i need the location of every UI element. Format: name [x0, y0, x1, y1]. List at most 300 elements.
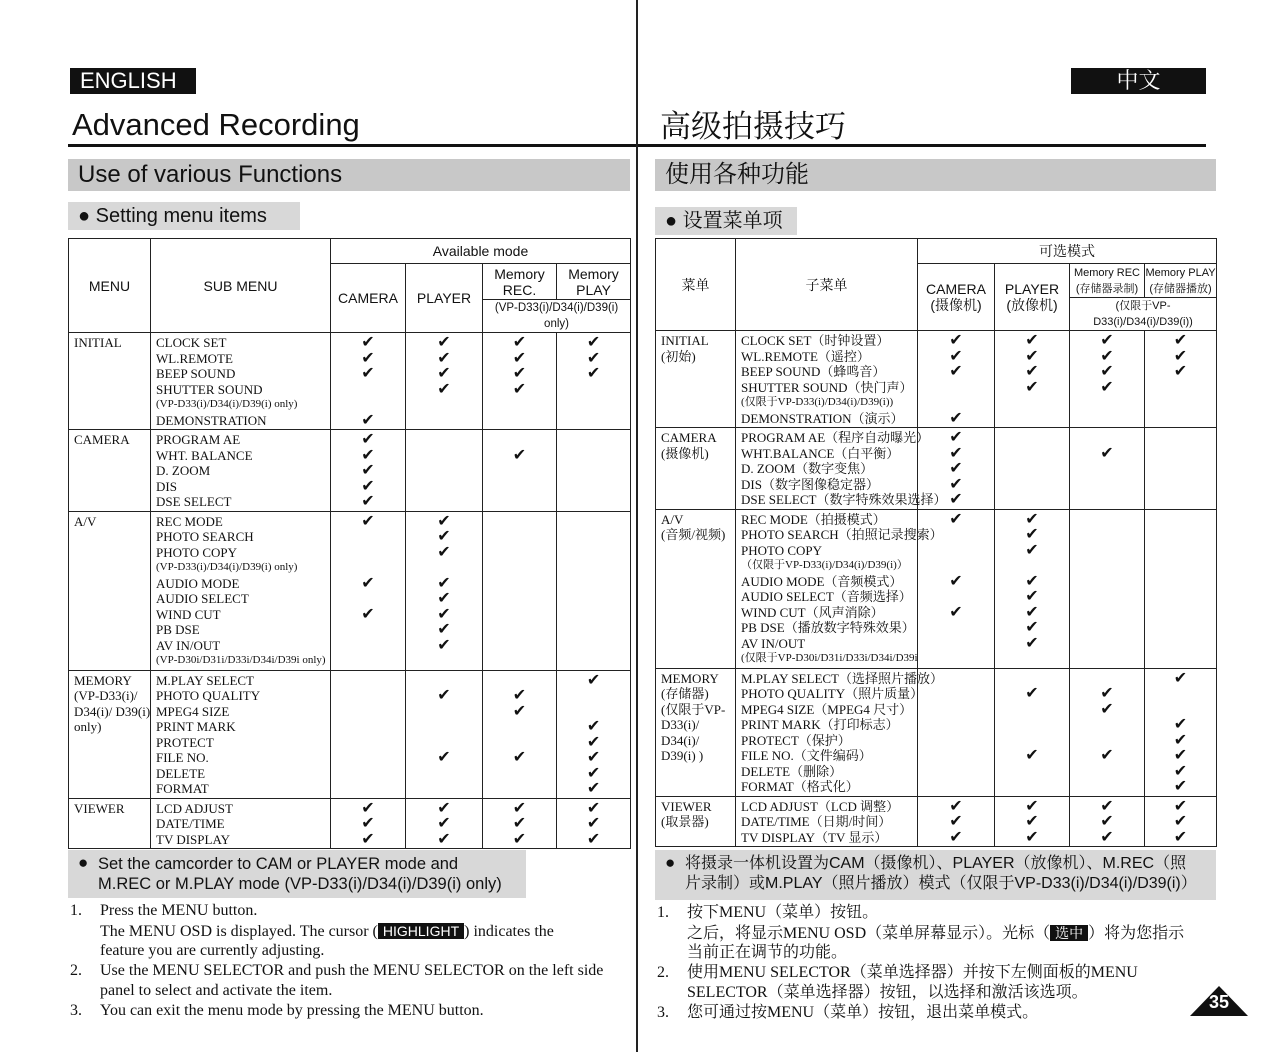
- menu-cell-line: [74, 591, 146, 607]
- player-check-cell-line: ✔: [437, 543, 451, 561]
- player-check-cell-line: [995, 446, 1069, 462]
- submenu-cell-line: FORMAT: [156, 781, 209, 796]
- memory-play-check-cell-line: ✔: [586, 764, 601, 782]
- menu-cell-line: [661, 558, 731, 574]
- memory-rec-check-cell: [1070, 331, 1145, 428]
- menu-cell: [656, 428, 736, 510]
- camera-check-cell-line: ✔: [361, 815, 375, 832]
- memory-play-check-cell-line: ✔: [1173, 778, 1188, 795]
- memory-play-check-cell: [1145, 796, 1217, 847]
- camera-check-cell-line: [331, 673, 405, 689]
- memory-rec-check-cell-line: ✔: [512, 815, 527, 832]
- memory-rec-check-cell: [1070, 509, 1145, 668]
- header-memory-play-line2: PLAY: [576, 281, 611, 298]
- memory-play-check-cell-line: [1145, 574, 1216, 590]
- memory-rec-check-cell-line: [1070, 558, 1144, 574]
- memory-rec-check-cell-line: [1070, 430, 1144, 446]
- menu-cell-line: [74, 576, 146, 592]
- camera-check-cell-line: [331, 653, 405, 669]
- player-check-cell-line: [995, 651, 1069, 667]
- memory-rec-check-cell-line: ✔: [512, 334, 527, 351]
- submenu-cell-line: PROGRAM AE（程序自动曝光）: [741, 430, 930, 445]
- player-check-cell-line: [406, 479, 482, 495]
- camera-check-cell-line: [918, 779, 994, 795]
- player-check-cell-line: [995, 461, 1069, 477]
- menu-cell-line: [661, 461, 731, 477]
- submenu-cell-line: (仅限于VP-D30i/D31i/D33i/D34i/D39i: [741, 652, 918, 664]
- player-check-cell-line: ✔: [1025, 347, 1039, 365]
- submenu-cell-line: DSE SELECT（数字特殊效果选择）: [741, 492, 947, 507]
- submenu-cell-line: SHUTTER SOUND（快门声）: [741, 379, 913, 395]
- mode-note-chinese: [655, 850, 1216, 900]
- menu-cell-line: MEMORY: [74, 672, 132, 688]
- memory-rec-check-cell: [483, 430, 557, 512]
- header-memory-play: [1145, 264, 1217, 298]
- menu-cell: [69, 670, 151, 798]
- memory-play-check-cell-line: [557, 479, 630, 495]
- mode-note-english: [68, 850, 526, 898]
- player-check-cell-line: [406, 735, 482, 751]
- memory-play-check-cell: [1145, 509, 1217, 668]
- memory-rec-check-cell-line: ✔: [512, 349, 527, 367]
- step-2-text-cont: panel to select and activate the item.: [100, 982, 333, 999]
- bullet-icon: ●: [78, 205, 91, 227]
- memory-play-check-cell-line: [1145, 512, 1216, 528]
- submenu-cell-line: WHT.BALANCE（白平衡）: [741, 445, 900, 461]
- camera-check-cell: [331, 670, 406, 798]
- player-check-cell-line: ✔: [1025, 634, 1039, 652]
- header-camera-line2: (摄像机): [930, 297, 982, 313]
- step-1-cursor-line: [100, 921, 632, 942]
- header-player: PLAYER: [406, 264, 483, 333]
- memory-rec-check-cell-line: ✔: [1100, 347, 1114, 365]
- player-check-cell-line: [995, 558, 1069, 574]
- memory-play-check-cell-line: [557, 413, 630, 429]
- memory-play-check-cell-line: [1145, 620, 1216, 636]
- memory-rec-check-cell-line: [1070, 589, 1144, 605]
- memory-rec-check-cell-line: [483, 719, 556, 735]
- memory-play-check-cell-line: [1145, 380, 1216, 396]
- camera-check-cell-line: [918, 558, 994, 574]
- header-sub-menu: SUB MENU: [151, 239, 331, 333]
- memory-rec-check-cell-line: [1070, 779, 1144, 795]
- memory-rec-check-cell-line: [1070, 733, 1144, 749]
- step-1-text: 按下MENU（菜单）按钮。: [687, 904, 879, 921]
- player-check-cell-line: ✔: [437, 512, 451, 530]
- submenu-cell-line: PHOTO QUALITY（照片质量）: [741, 686, 924, 701]
- menu-cell-line: (音频/视频): [661, 527, 726, 542]
- player-check-cell-line: [406, 653, 482, 669]
- camera-check-cell-line: [331, 382, 405, 398]
- header-model-note: (仅限于VP-D33(i)/D34(i)/D39(i)): [1070, 298, 1217, 331]
- menu-cell: [656, 331, 736, 428]
- step-2-text: Use the MENU SELECTOR and push the MENU SELECTOR on the left side: [100, 962, 604, 979]
- submenu-cell-line: REC MODE: [156, 513, 223, 529]
- menu-cell-line: [74, 494, 146, 510]
- menu-cell-line: [74, 413, 146, 429]
- header-model-note: (VP-D33(i)/D34(i)/D39(i) only): [483, 300, 631, 333]
- player-check-cell: [406, 798, 483, 849]
- submenu-cell-line: WL.REMOTE（遥控）: [741, 348, 870, 364]
- player-check-cell-line: [995, 702, 1069, 718]
- menu-table-chinese: [655, 238, 1217, 847]
- submenu-cell: [736, 796, 918, 847]
- memory-rec-check-cell: [483, 670, 557, 798]
- highlight-badge: HIGHLIGHT: [378, 923, 464, 939]
- memory-play-check-cell-line: [1145, 430, 1216, 446]
- memory-rec-check-cell-line: ✔: [512, 830, 527, 848]
- submenu-cell-line: (仅限于VP-D33(i)/D34(i)/D39(i)): [741, 396, 894, 408]
- memory-play-check-cell-line: [1145, 446, 1216, 462]
- player-check-cell-line: [406, 397, 482, 413]
- header-memory-play-line2: (存储器播放): [1149, 282, 1212, 295]
- header-player-line2: (放像机): [1006, 297, 1058, 313]
- player-check-cell-line: [995, 733, 1069, 749]
- memory-rec-check-cell-line: [483, 591, 556, 607]
- camera-check-cell-line: [331, 638, 405, 654]
- camera-check-cell-line: ✔: [361, 431, 375, 448]
- menu-cell: [69, 333, 151, 430]
- camera-check-cell-line: [331, 688, 405, 704]
- submenu-cell-line: REC MODE（拍摄模式）: [741, 511, 886, 527]
- menu-cell-line: (取景器): [661, 814, 709, 829]
- step-2-text: 使用MENU SELECTOR（菜单选择器）并按下左侧面板的MENU: [687, 964, 1138, 981]
- menu-cell-line: [661, 364, 731, 380]
- memory-play-check-cell-line: [557, 576, 630, 592]
- memory-rec-check-cell-line: [1070, 620, 1144, 636]
- submenu-cell-line: (VP-D30i/D31i/D33i/D34i/D39i only): [156, 654, 326, 666]
- camera-check-cell: [918, 796, 995, 847]
- memory-play-check-cell-line: [1145, 461, 1216, 477]
- submenu-cell-line: M.PLAY SELECT: [156, 672, 254, 688]
- menu-cell-line: [74, 382, 146, 398]
- memory-play-check-cell-line: ✔: [1173, 797, 1188, 815]
- memory-rec-check-cell-line: [1070, 492, 1144, 508]
- step-1-text-cont: feature you are currently adjusting.: [100, 942, 325, 959]
- menu-cell-line: [74, 463, 146, 479]
- submenu-cell-line: AUDIO SELECT: [156, 591, 249, 606]
- header-camera: [918, 264, 995, 331]
- menu-cell-line: only): [74, 719, 102, 734]
- submenu-cell-line: PHOTO COPY: [156, 544, 238, 560]
- camera-check-cell-line: [331, 750, 405, 766]
- memory-play-check-cell-line: [557, 591, 630, 607]
- submenu-cell-line: DIS（数字图像稳定器）: [741, 476, 879, 492]
- submenu-cell-line: WIND CUT: [156, 606, 221, 622]
- menu-cell-line: A/V: [661, 511, 684, 527]
- memory-play-check-cell: [1145, 331, 1217, 428]
- player-check-cell-line: ✔: [437, 334, 451, 351]
- step-1-cursor-pre: 之后，将显示MENU OSD（菜单屏幕显示）。光标（: [687, 925, 1051, 942]
- menu-cell-line: [74, 545, 146, 561]
- page-number: 35: [1208, 992, 1230, 1012]
- submenu-cell-line: TV DISPLAY（TV 显示）: [741, 829, 888, 845]
- player-check-cell-line: [406, 448, 482, 464]
- step-1-cursor-line: [687, 923, 1217, 944]
- submenu-cell-line: PB DSE（播放数字特殊效果）: [741, 620, 915, 635]
- camera-check-cell-line: [918, 636, 994, 652]
- menu-cell-line: [661, 574, 731, 590]
- camera-check-cell-line: ✔: [361, 605, 375, 623]
- submenu-cell-line: PROGRAM AE: [156, 432, 241, 447]
- submenu-cell-line: （仅限于VP-D33(i)/D34(i)/D39(i)）: [741, 559, 908, 571]
- memory-play-check-cell-line: ✔: [1173, 332, 1188, 349]
- memory-rec-check-cell-line: [483, 545, 556, 561]
- submenu-cell: [736, 509, 943, 668]
- highlight-badge: 选中: [1050, 925, 1088, 941]
- step-number: 3.: [70, 1002, 82, 1019]
- player-check-cell-line: ✔: [1025, 363, 1039, 380]
- player-check-cell-line: [406, 719, 482, 735]
- page-title-chinese: 高级拍摄技巧: [660, 109, 846, 144]
- player-check-cell-line: ✔: [437, 590, 451, 607]
- camera-check-cell-line: ✔: [949, 347, 963, 365]
- menu-cell: [69, 430, 151, 512]
- menu-cell-line: MEMORY: [661, 670, 719, 686]
- memory-play-check-cell-line: [557, 432, 630, 448]
- player-check-cell-line: ✔: [437, 799, 451, 817]
- submenu-cell-line: LCD ADJUST（LCD 调整）: [741, 798, 900, 814]
- menu-cell-line: [74, 397, 146, 413]
- submenu-cell-line: AUDIO MODE（音频模式）: [741, 573, 903, 589]
- header-memory-rec-line2: REC.: [502, 281, 537, 298]
- memory-rec-check-cell-line: ✔: [512, 687, 527, 704]
- memory-play-check-cell-line: [557, 653, 630, 669]
- player-check-cell-line: ✔: [1025, 747, 1039, 764]
- step-number: 1.: [70, 902, 82, 919]
- menu-cell-line: [661, 543, 731, 559]
- player-check-cell: [995, 331, 1070, 428]
- camera-check-cell-line: [331, 545, 405, 561]
- step-number: 2.: [657, 964, 669, 981]
- menu-cell: [69, 798, 151, 849]
- memory-rec-check-cell: [483, 798, 557, 849]
- player-check-cell-line: ✔: [1025, 332, 1039, 349]
- step-1-cursor-pre: The MENU OSD is displayed. The cursor (: [100, 923, 378, 940]
- header-menu: MENU: [69, 239, 151, 333]
- header-memory-rec-line2: (存储器录制): [1075, 282, 1139, 295]
- memory-play-check-cell-line: [1145, 605, 1216, 621]
- camera-check-cell-line: [918, 651, 994, 667]
- table-row: [656, 796, 1217, 847]
- submenu-cell-line: FILE NO.: [156, 750, 209, 765]
- camera-check-cell-line: [331, 622, 405, 638]
- header-memory-rec: [1070, 264, 1145, 298]
- title-rule-chinese: [638, 144, 1206, 147]
- camera-check-cell-line: ✔: [949, 429, 963, 446]
- memory-rec-check-cell-line: [1070, 605, 1144, 621]
- memory-play-check-cell-line: [1145, 411, 1216, 427]
- memory-rec-check-cell-line: [1070, 527, 1144, 543]
- camera-check-cell: [918, 668, 995, 796]
- camera-check-cell-line: [331, 529, 405, 545]
- table-row: [69, 333, 631, 430]
- header-menu: 菜单: [656, 239, 736, 331]
- memory-play-check-cell: [557, 670, 631, 798]
- memory-rec-check-cell-line: [1070, 512, 1144, 528]
- memory-play-check-cell-line: [557, 448, 630, 464]
- player-check-cell-line: ✔: [1025, 378, 1039, 396]
- player-check-cell-line: ✔: [437, 815, 451, 832]
- memory-play-check-cell-line: [557, 397, 630, 413]
- memory-rec-check-cell: [1070, 796, 1145, 847]
- subsection-label: 设置菜单项: [682, 210, 783, 232]
- player-check-cell-line: [995, 717, 1069, 733]
- submenu-cell: [151, 670, 331, 798]
- memory-rec-check-cell-line: [483, 673, 556, 689]
- submenu-cell-line: AUDIO SELECT（音频选择）: [741, 589, 912, 604]
- table-row: [656, 331, 1217, 428]
- menu-cell-line: INITIAL: [661, 333, 709, 348]
- menu-cell-line: [74, 529, 146, 545]
- memory-rec-check-cell-line: [1070, 543, 1144, 559]
- page-number-badge: [1190, 986, 1248, 1016]
- steps-chinese: [657, 903, 1217, 1023]
- submenu-cell-line: DSE SELECT: [156, 494, 232, 509]
- memory-play-check-cell-line: [557, 607, 630, 623]
- memory-play-check-cell-line: [1145, 651, 1216, 667]
- camera-check-cell: [331, 798, 406, 849]
- menu-cell-line: D34(i)/: [661, 732, 700, 748]
- submenu-cell-line: (VP-D33(i)/D34(i)/D39(i) only): [156, 398, 298, 410]
- camera-check-cell-line: [918, 764, 994, 780]
- camera-check-cell-line: ✔: [949, 828, 963, 846]
- menu-cell: [656, 668, 736, 796]
- memory-play-check-cell: [557, 333, 631, 430]
- menu-cell-line: (摄像机): [661, 445, 709, 461]
- player-check-cell: [406, 333, 483, 430]
- step-number: 3.: [657, 1004, 669, 1021]
- player-check-cell-line: [995, 764, 1069, 780]
- memory-play-check-cell-line: ✔: [1173, 747, 1188, 764]
- memory-play-check-cell-line: ✔: [586, 733, 601, 751]
- header-camera-line1: CAMERA: [926, 281, 986, 297]
- memory-rec-check-cell-line: [483, 766, 556, 782]
- memory-play-check-cell-line: [1145, 492, 1216, 508]
- submenu-cell: [151, 430, 331, 512]
- submenu-cell-line: BEEP SOUND（蜂鸣音）: [741, 364, 886, 379]
- player-check-cell-line: ✔: [1025, 603, 1039, 621]
- submenu-cell-line: (VP-D33(i)/D34(i)/D39(i) only): [156, 561, 298, 573]
- camera-check-cell-line: [918, 543, 994, 559]
- bullet-icon: ●: [665, 210, 678, 232]
- memory-play-check-cell-line: ✔: [586, 815, 601, 832]
- memory-rec-check-cell-line: ✔: [1100, 747, 1114, 764]
- step-1-text-cont: 当前正在调节的功能。: [687, 944, 848, 961]
- page-title-english: Advanced Recording: [72, 107, 360, 142]
- memory-rec-check-cell: [483, 333, 557, 430]
- player-check-cell-line: ✔: [1025, 541, 1039, 559]
- camera-check-cell-line: [918, 702, 994, 718]
- submenu-cell-line: TV DISPLAY: [156, 831, 231, 847]
- header-memory-play-line1: Memory PLAY: [1145, 266, 1216, 279]
- submenu-cell-line: PHOTO SEARCH（拍照记录搜索）: [741, 527, 943, 542]
- submenu-cell-line: DATE/TIME: [156, 816, 225, 831]
- header-sub-menu: 子菜单: [736, 239, 918, 331]
- camera-check-cell-line: ✔: [949, 475, 963, 493]
- memory-play-check-cell-line: ✔: [1173, 669, 1188, 687]
- memory-play-check-cell-line: [1145, 589, 1216, 605]
- section-heading-chinese: 使用各种功能: [655, 159, 1216, 191]
- memory-rec-check-cell-line: ✔: [1100, 813, 1114, 830]
- menu-cell-line: [74, 479, 146, 495]
- step-3-text: You can exit the menu mode by pressing the MENU button.: [100, 1002, 484, 1019]
- memory-rec-check-cell-line: [1070, 477, 1144, 493]
- player-check-cell-line: [995, 492, 1069, 508]
- submenu-cell-line: DIS: [156, 478, 177, 494]
- player-check-cell: [995, 668, 1070, 796]
- player-check-cell-line: [995, 430, 1069, 446]
- menu-cell-line: [74, 448, 146, 464]
- memory-rec-check-cell-line: [483, 781, 556, 797]
- submenu-cell-line: LCD ADJUST: [156, 800, 233, 816]
- submenu-cell-line: PRINT MARK: [156, 719, 236, 734]
- memory-rec-check-cell-line: [483, 622, 556, 638]
- submenu-cell-line: D. ZOOM（数字变焦）: [741, 461, 874, 476]
- player-check-cell-line: [995, 671, 1069, 687]
- memory-play-check-cell-line: [557, 560, 630, 576]
- memory-rec-check-cell-line: [483, 735, 556, 751]
- menu-cell-line: A/V: [74, 513, 97, 529]
- memory-rec-check-cell-line: [483, 576, 556, 592]
- menu-cell-line: [661, 605, 731, 621]
- mode-note-line1: 将摄录一体机设置为CAM（摄像机）、PLAYER（放像机）、M.REC（照: [685, 855, 1187, 872]
- menu-cell-line: D33(i)/: [661, 717, 700, 732]
- submenu-cell-line: MPEG4 SIZE: [156, 703, 230, 719]
- mode-note-line1: Set the camcorder to CAM or PLAYER mode and: [98, 855, 459, 873]
- submenu-cell: [151, 511, 331, 670]
- camera-check-cell-line: [331, 397, 405, 413]
- menu-cell-line: D39(i) ): [661, 748, 704, 763]
- player-check-cell: [995, 796, 1070, 847]
- submenu-cell-line: PHOTO COPY: [741, 542, 823, 558]
- camera-check-cell-line: [331, 766, 405, 782]
- player-check-cell: [995, 509, 1070, 668]
- memory-rec-check-cell-line: [1070, 411, 1144, 427]
- header-available-mode: Available mode: [331, 239, 631, 264]
- player-check-cell-line: ✔: [1025, 619, 1039, 636]
- player-check-cell: [406, 511, 483, 670]
- table-row: [656, 509, 1217, 668]
- submenu-cell-line: PHOTO QUALITY: [156, 688, 261, 703]
- camera-check-cell-line: [331, 719, 405, 735]
- menu-cell: [69, 511, 151, 670]
- camera-check-cell-line: ✔: [361, 830, 375, 848]
- camera-check-cell-line: ✔: [361, 411, 375, 429]
- menu-cell-line: [74, 607, 146, 623]
- submenu-cell-line: MPEG4 SIZE（MPEG4 尺寸）: [741, 701, 913, 717]
- camera-check-cell-line: ✔: [949, 363, 963, 380]
- submenu-cell-line: WIND CUT（风声消除）: [741, 604, 884, 620]
- menu-cell-line: INITIAL: [74, 335, 122, 350]
- memory-play-check-cell-line: ✔: [1173, 828, 1188, 846]
- camera-check-cell: [331, 333, 406, 430]
- submenu-cell-line: AUDIO MODE: [156, 575, 240, 591]
- player-check-cell-line: [406, 673, 482, 689]
- menu-cell-line: [74, 560, 146, 576]
- menu-cell-line: [74, 766, 146, 782]
- submenu-cell-line: DELETE: [156, 765, 206, 781]
- memory-play-check-cell-line: [557, 494, 630, 510]
- player-check-cell-line: ✔: [437, 349, 451, 367]
- menu-cell-line: VIEWER: [661, 798, 712, 814]
- memory-play-check-cell-line: [1145, 702, 1216, 718]
- menu-cell-line: [74, 816, 146, 832]
- memory-rec-check-cell-line: [483, 479, 556, 495]
- memory-play-check-cell-line: [557, 704, 630, 720]
- menu-cell-line: [74, 351, 146, 367]
- menu-cell-line: [661, 492, 731, 508]
